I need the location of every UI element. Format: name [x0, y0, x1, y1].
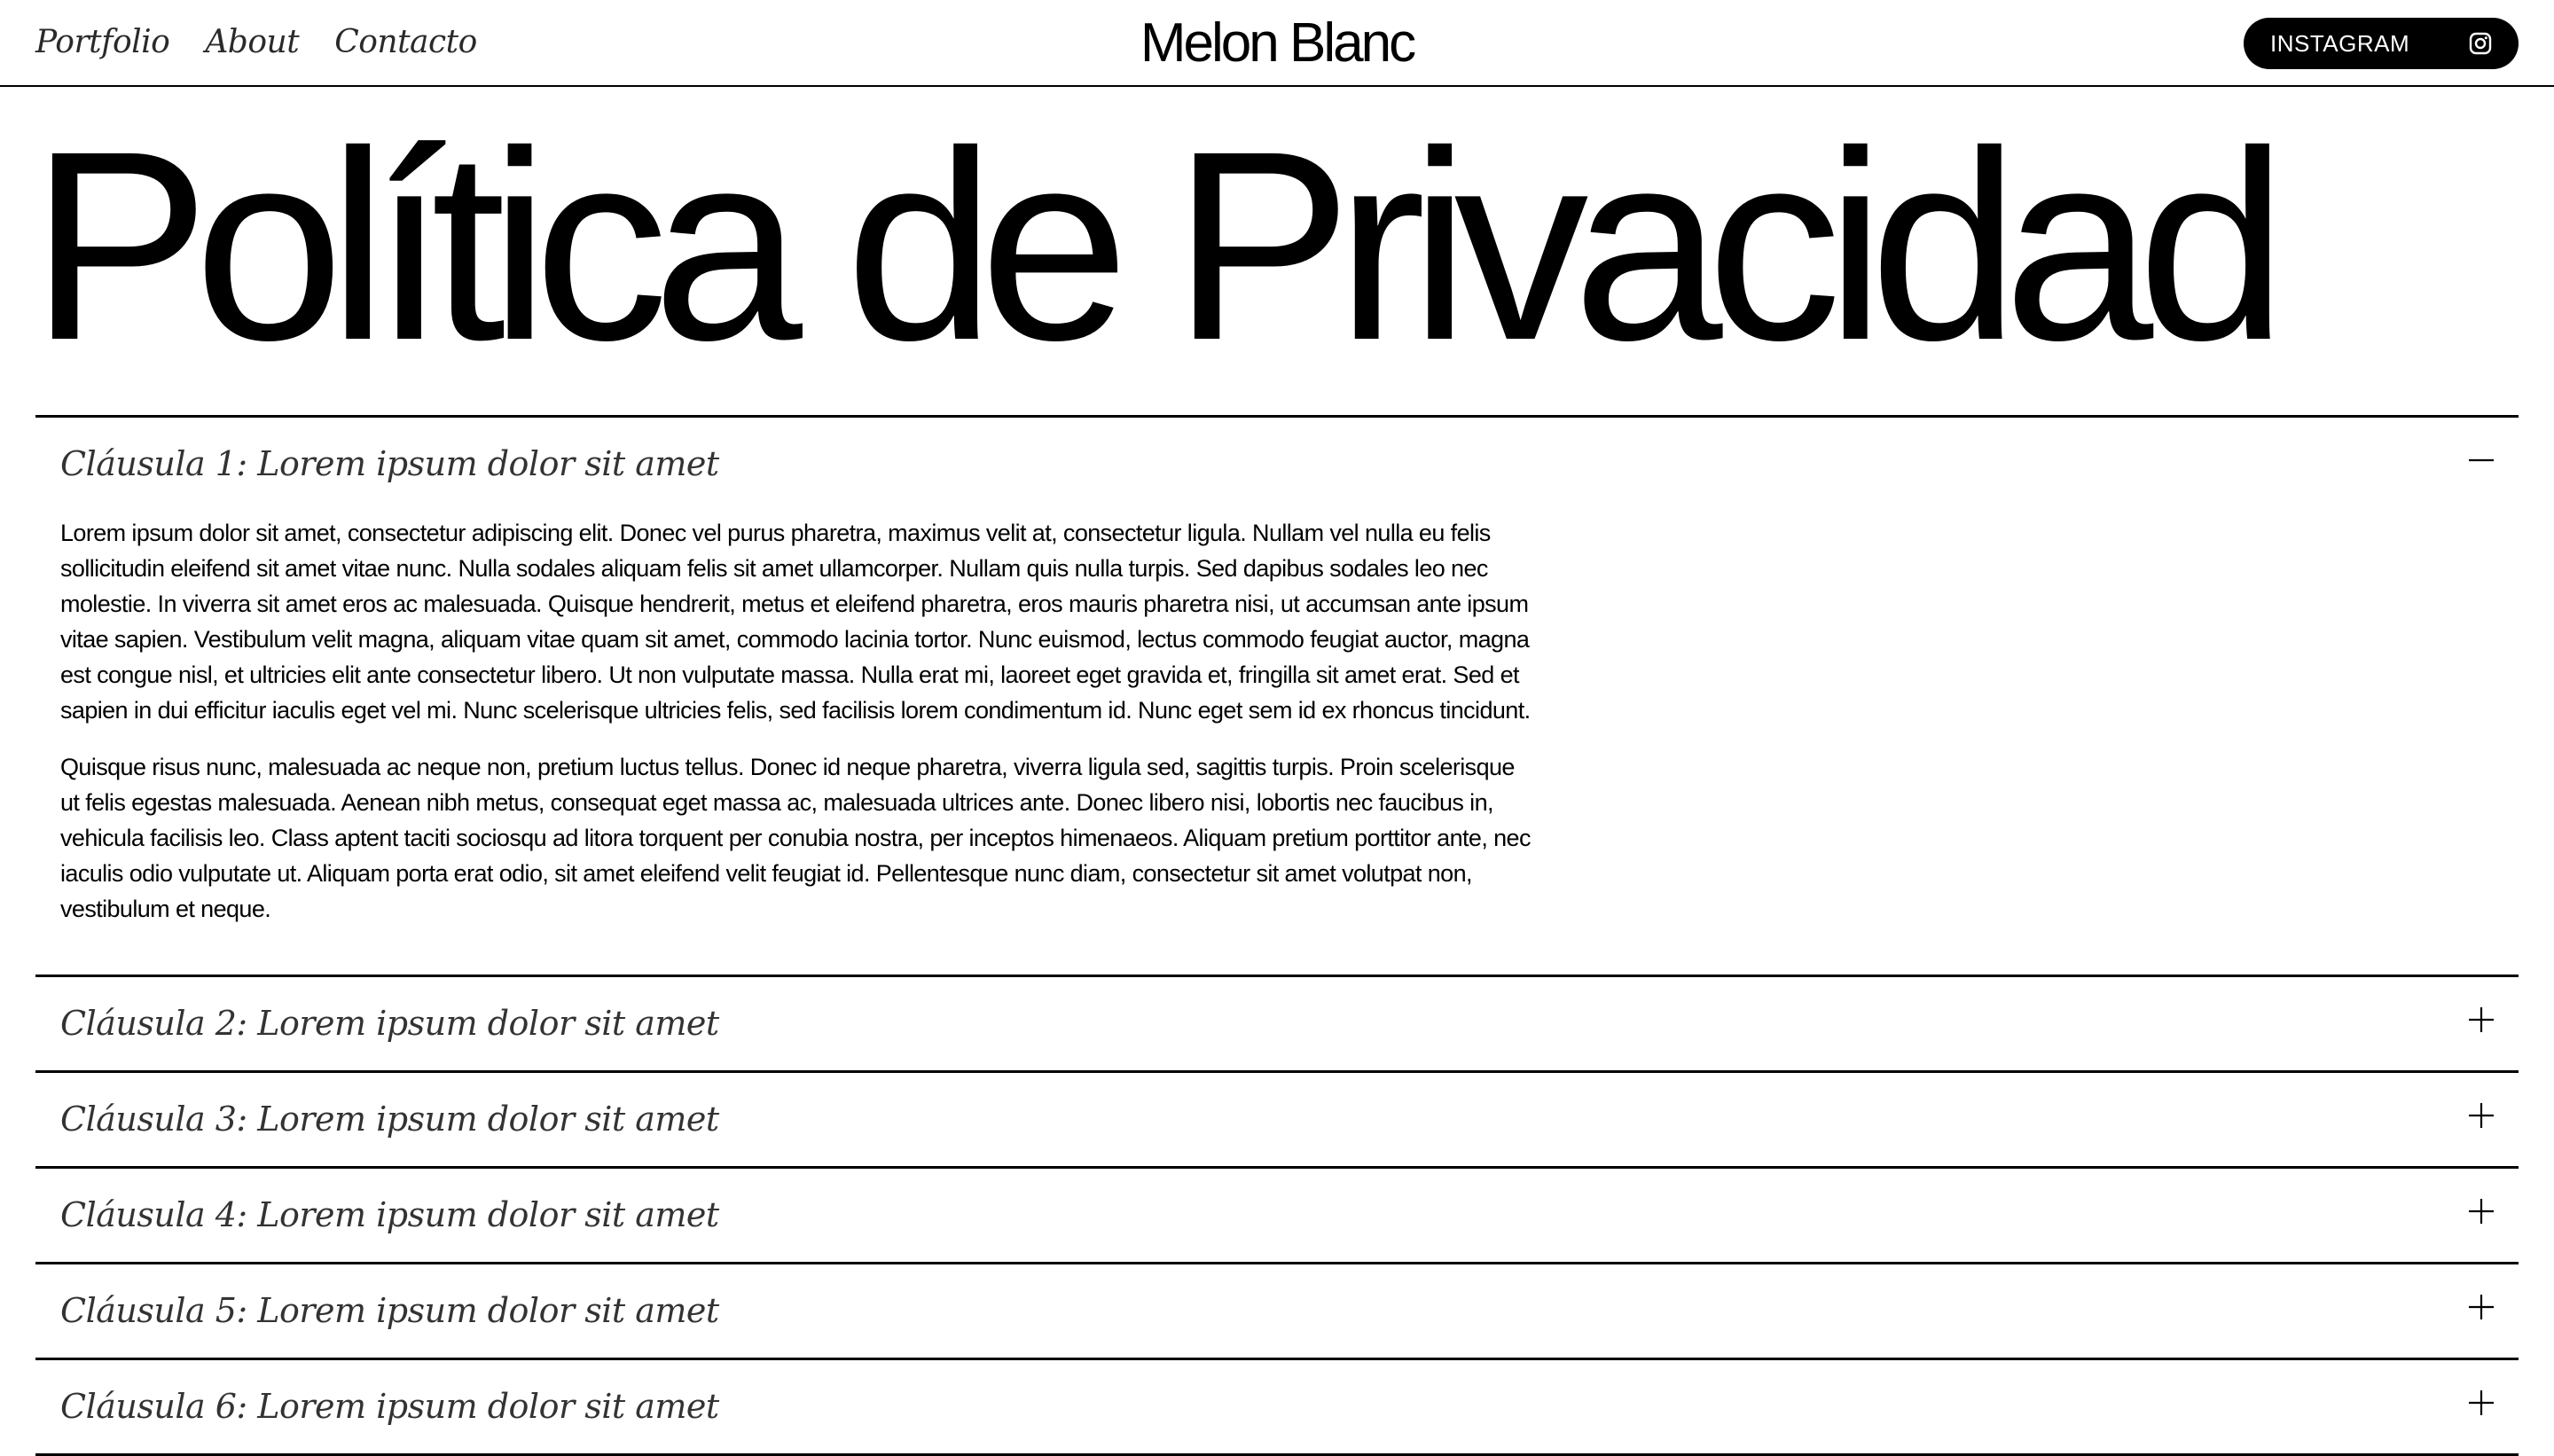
clause-item-4 — [35, 1169, 2519, 1264]
clause-title-6: Cláusula 6: Lorem ipsum dolor sit amet — [60, 1387, 719, 1426]
site-header — [0, 0, 2554, 87]
minus-icon[interactable] — [2467, 446, 2495, 474]
plus-icon[interactable] — [2467, 1197, 2495, 1225]
clause-title-4: Cláusula 4: Lorem ipsum dolor sit amet — [60, 1195, 719, 1234]
instagram-icon — [2469, 32, 2492, 55]
page-title: Política de Privacidad — [30, 96, 2272, 396]
clause-paragraph: Lorem ipsum dolor sit amet, consectetur adipiscing elit. Donec vel purus pharetra, maximus velit at, consectetur ligula. Nullam vel nulla eu felis sollicitudin eleifend sit amet vitae nunc. Nulla sodales aliquam felis sit amet ullamcorper. Nullam quis nulla turpis. Sed dapibus sodales leo nec molestie. In viverra sit amet eros ac malesuada. Quisque hendrerit, metus et eleifend pharetra, eros mauris pharetra nisi, ut accumsan ante ipsum vitae sapien. Vestibulum velit magna, aliquam vitae quam sit amet, commodo lacinia tortor. Nunc euismod, lectus commodo feugiat auctor, magna est congue nisl, et ultricies elit ante consectetur libero. Ut non vulputate massa. Nulla erat mi, laoreet eget gravida et, fringilla sit amet erat. Sed et sapien in dui efficitur iaculis eget vel mi. Nunc scelerisque ultricies felis, sed facilisis lorem condimentum id. Nunc eget sem id ex rhoncus tincidunt. — [60, 520, 1531, 724]
clause-header-1[interactable] — [35, 418, 2519, 515]
clause-header-4[interactable] — [35, 1169, 2519, 1262]
clause-item-1 — [35, 418, 2519, 977]
instagram-button-label: INSTAGRAM — [2270, 29, 2410, 57]
clause-title-1: Cláusula 1: Lorem ipsum dolor sit amet — [60, 444, 719, 483]
clause-item-3 — [35, 1073, 2519, 1169]
plus-icon[interactable] — [2467, 1389, 2495, 1417]
clause-header-6[interactable] — [35, 1360, 2519, 1453]
clause-title-2: Cláusula 2: Lorem ipsum dolor sit amet — [60, 1004, 719, 1043]
nav-link-contacto[interactable]: Contacto — [334, 24, 477, 60]
clause-header-2[interactable] — [35, 977, 2519, 1070]
instagram-button[interactable] — [2244, 18, 2519, 69]
clause-paragraph: Quisque risus nunc, malesuada ac neque non, pretium luctus tellus. Donec id neque pharetra, viverra ligula sed, sagittis turpis. Proin scelerisque ut felis egestas malesuada. Aenean nibh metus, consequat eget massa ac, malesuada ultrices ante. Donec libero nisi, lobortis nec faucibus in, vehicula facilisis leo. Class aptent taciti sociosqu ad litora torquent per conubia nostra, per inceptos himenaeos. Aliquam pretium porttitor ante, nec iaculis odio vulputate ut. Aliquam porta erat odio, sit amet eleifend velit feugiat id. Pellentesque nunc diam, consectetur sit amet volutpat non, vestibulum et neque. — [60, 754, 1531, 922]
clause-body-1 — [35, 515, 1532, 975]
brand-logo[interactable] — [0, 12, 2554, 74]
clause-header-3[interactable] — [35, 1073, 2519, 1166]
clause-item-5 — [35, 1264, 2519, 1360]
plus-icon[interactable] — [2467, 1101, 2495, 1130]
clause-item-2 — [35, 977, 2519, 1073]
nav-link-about[interactable]: About — [205, 24, 300, 60]
clause-item-6 — [35, 1360, 2519, 1456]
clauses-accordion — [35, 415, 2519, 1456]
plus-icon[interactable] — [2467, 1293, 2495, 1321]
nav-link-portfolio[interactable]: Portfolio — [35, 24, 170, 60]
clause-title-3: Cláusula 3: Lorem ipsum dolor sit amet — [60, 1100, 719, 1139]
clause-title-5: Cláusula 5: Lorem ipsum dolor sit amet — [60, 1291, 719, 1330]
brand-name: Melon Blanc — [1140, 12, 1414, 74]
clause-header-5[interactable] — [35, 1264, 2519, 1358]
plus-icon[interactable] — [2467, 1006, 2495, 1034]
